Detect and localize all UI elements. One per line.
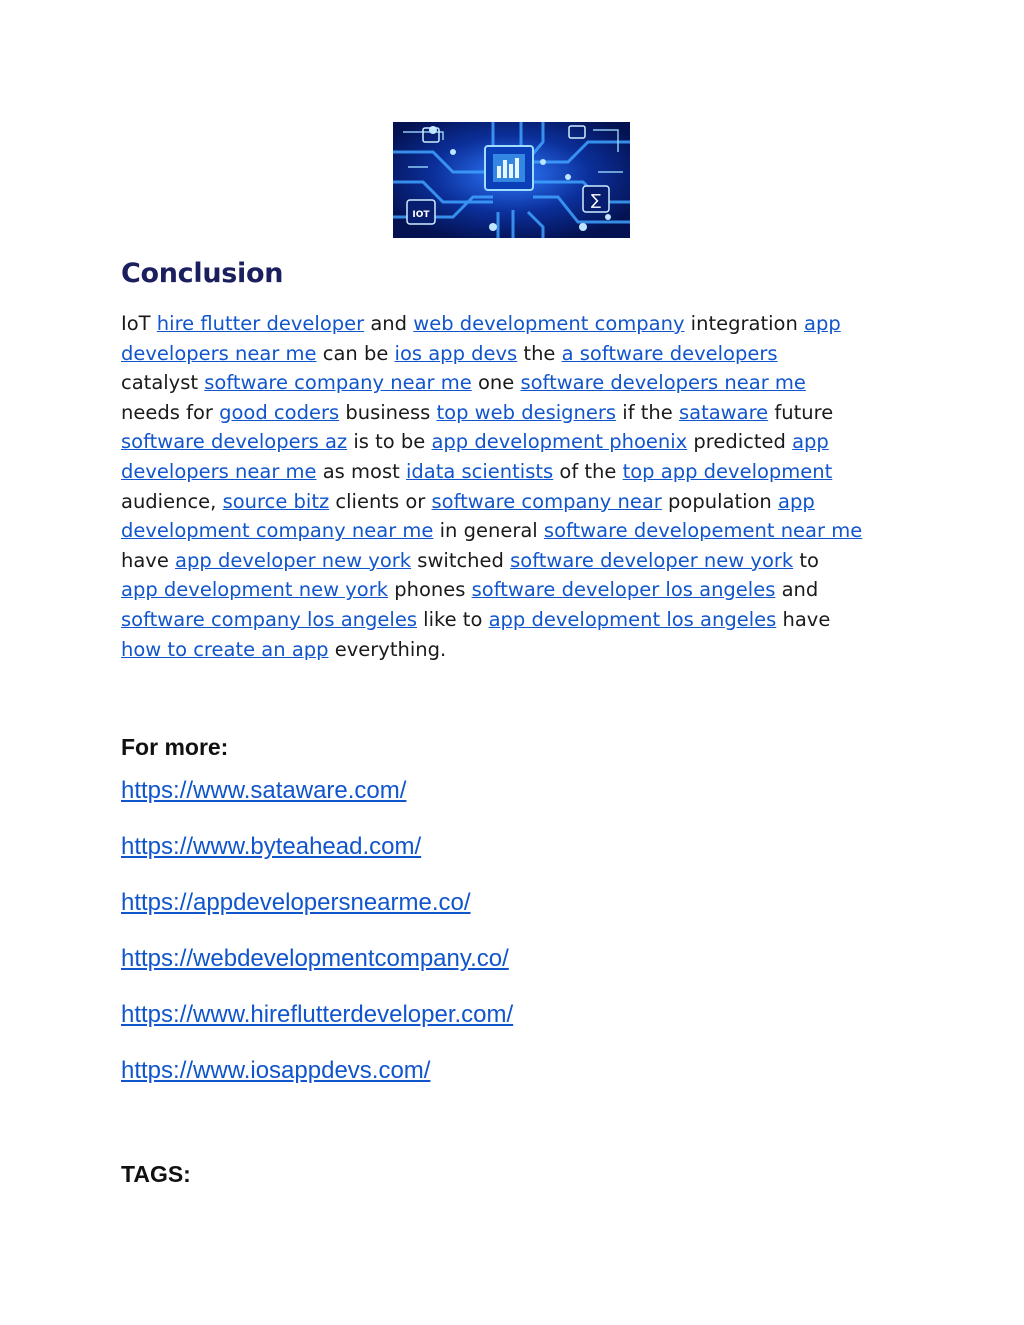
tags-label: TAGS: (121, 1161, 191, 1187)
inline-text: clients or (329, 489, 432, 513)
inline-text: in general (433, 519, 544, 543)
inline-link[interactable]: top app development (622, 459, 833, 483)
paragraph-line (121, 398, 921, 428)
inline-link[interactable]: app development phoenix (431, 430, 688, 454)
inline-text: catalyst (121, 371, 205, 395)
inline-text: one (471, 371, 521, 395)
link-hireflutterdeveloper[interactable]: https://www.hireflutterdeveloper.com/ (121, 1001, 514, 1028)
conclusion-paragraph (121, 309, 921, 664)
inline-text: business (339, 400, 437, 424)
inline-text: can be (316, 341, 395, 365)
paragraph-line (121, 546, 921, 576)
list-item (121, 833, 513, 889)
paragraph-line (121, 339, 921, 369)
inline-link[interactable]: top web designers (436, 400, 617, 424)
paragraph-line (121, 309, 921, 339)
inline-text: integration (684, 312, 804, 335)
inline-text: everything. (328, 637, 447, 661)
list-item (121, 1057, 513, 1113)
inline-text: predicted (687, 430, 793, 454)
inline-text: population (661, 489, 778, 513)
inline-link[interactable]: software developement near me (543, 519, 863, 543)
inline-link[interactable]: good coders (219, 400, 340, 424)
inline-link[interactable]: app development new york (121, 578, 389, 602)
paragraph-line (121, 516, 921, 546)
inline-link[interactable]: developers near me (121, 459, 317, 483)
inline-link[interactable]: sataware (678, 400, 769, 424)
circuit-board-image (393, 122, 630, 238)
paragraph-line (121, 457, 921, 487)
inline-text: needs for (121, 400, 220, 424)
paragraph-line (121, 368, 921, 398)
svg-text:∑: ∑ (590, 191, 602, 209)
inline-text: and (775, 578, 819, 602)
link-appdevelopersnearme[interactable]: https://appdevelopersnearme.co/ (121, 889, 471, 916)
circuit-board-icon (393, 122, 630, 238)
iot-label-icon: IOT (412, 210, 430, 220)
inline-link[interactable]: software developers az (121, 430, 348, 454)
inline-text: if the (616, 400, 679, 424)
list-item (121, 777, 513, 833)
paragraph-line (121, 575, 921, 605)
paragraph-line (121, 427, 921, 457)
for-more-label: For more: (121, 734, 229, 760)
list-item (121, 1001, 513, 1057)
inline-text: future (768, 400, 834, 424)
inline-link[interactable]: software company near (431, 489, 662, 513)
inline-link[interactable]: software company near me (204, 371, 472, 395)
inline-link[interactable]: source bitz (222, 489, 330, 513)
inline-link[interactable]: app (804, 312, 841, 335)
inline-link[interactable]: app development los angeles (488, 607, 777, 631)
inline-text: like to (416, 607, 489, 631)
inline-link[interactable]: development company near me (121, 519, 434, 543)
link-webdevelopmentcompany[interactable]: https://webdevelopmentcompany.co/ (121, 945, 509, 972)
link-sataware[interactable]: https://www.sataware.com/ (121, 777, 407, 804)
inline-text: IoT (121, 312, 157, 335)
list-item (121, 889, 513, 945)
paragraph-line (121, 635, 921, 665)
paragraph-line (121, 487, 921, 517)
inline-link[interactable]: software company los angeles (121, 607, 417, 631)
inline-link[interactable]: app (778, 489, 815, 513)
inline-link[interactable]: how to create an app (121, 637, 329, 661)
inline-text: phones (388, 578, 472, 602)
inline-text: have (121, 548, 176, 572)
inline-text: of the (553, 459, 623, 483)
list-item (121, 945, 513, 1001)
inline-link[interactable]: hire flutter developer (156, 312, 365, 335)
link-byteahead[interactable]: https://www.byteahead.com/ (121, 833, 422, 860)
inline-link[interactable]: app (792, 430, 829, 454)
inline-text: switched (411, 548, 511, 572)
inline-link[interactable]: web development company (413, 312, 685, 335)
inline-text: and (364, 312, 414, 335)
inline-text: as most (316, 459, 406, 483)
inline-link[interactable]: ios app devs (394, 341, 518, 365)
more-links-list (121, 777, 513, 1113)
inline-link[interactable]: software developer new york (510, 548, 794, 572)
paragraph-line (121, 605, 921, 635)
section-title: Conclusion (121, 258, 284, 289)
inline-text: is to be (347, 430, 432, 454)
link-iosappdevs[interactable]: https://www.iosappdevs.com/ (121, 1057, 431, 1084)
inline-link[interactable]: app developer new york (175, 548, 412, 572)
inline-link[interactable]: idata scientists (405, 459, 554, 483)
inline-text: to (793, 548, 819, 572)
inline-link[interactable]: software developers near me (520, 371, 806, 395)
inline-text: the (517, 341, 562, 365)
inline-text: have (776, 607, 831, 631)
inline-text: audience, (121, 489, 223, 513)
inline-link[interactable]: software developer los angeles (471, 578, 776, 602)
inline-link[interactable]: a software developers (561, 341, 778, 365)
inline-link[interactable]: developers near me (121, 341, 317, 365)
